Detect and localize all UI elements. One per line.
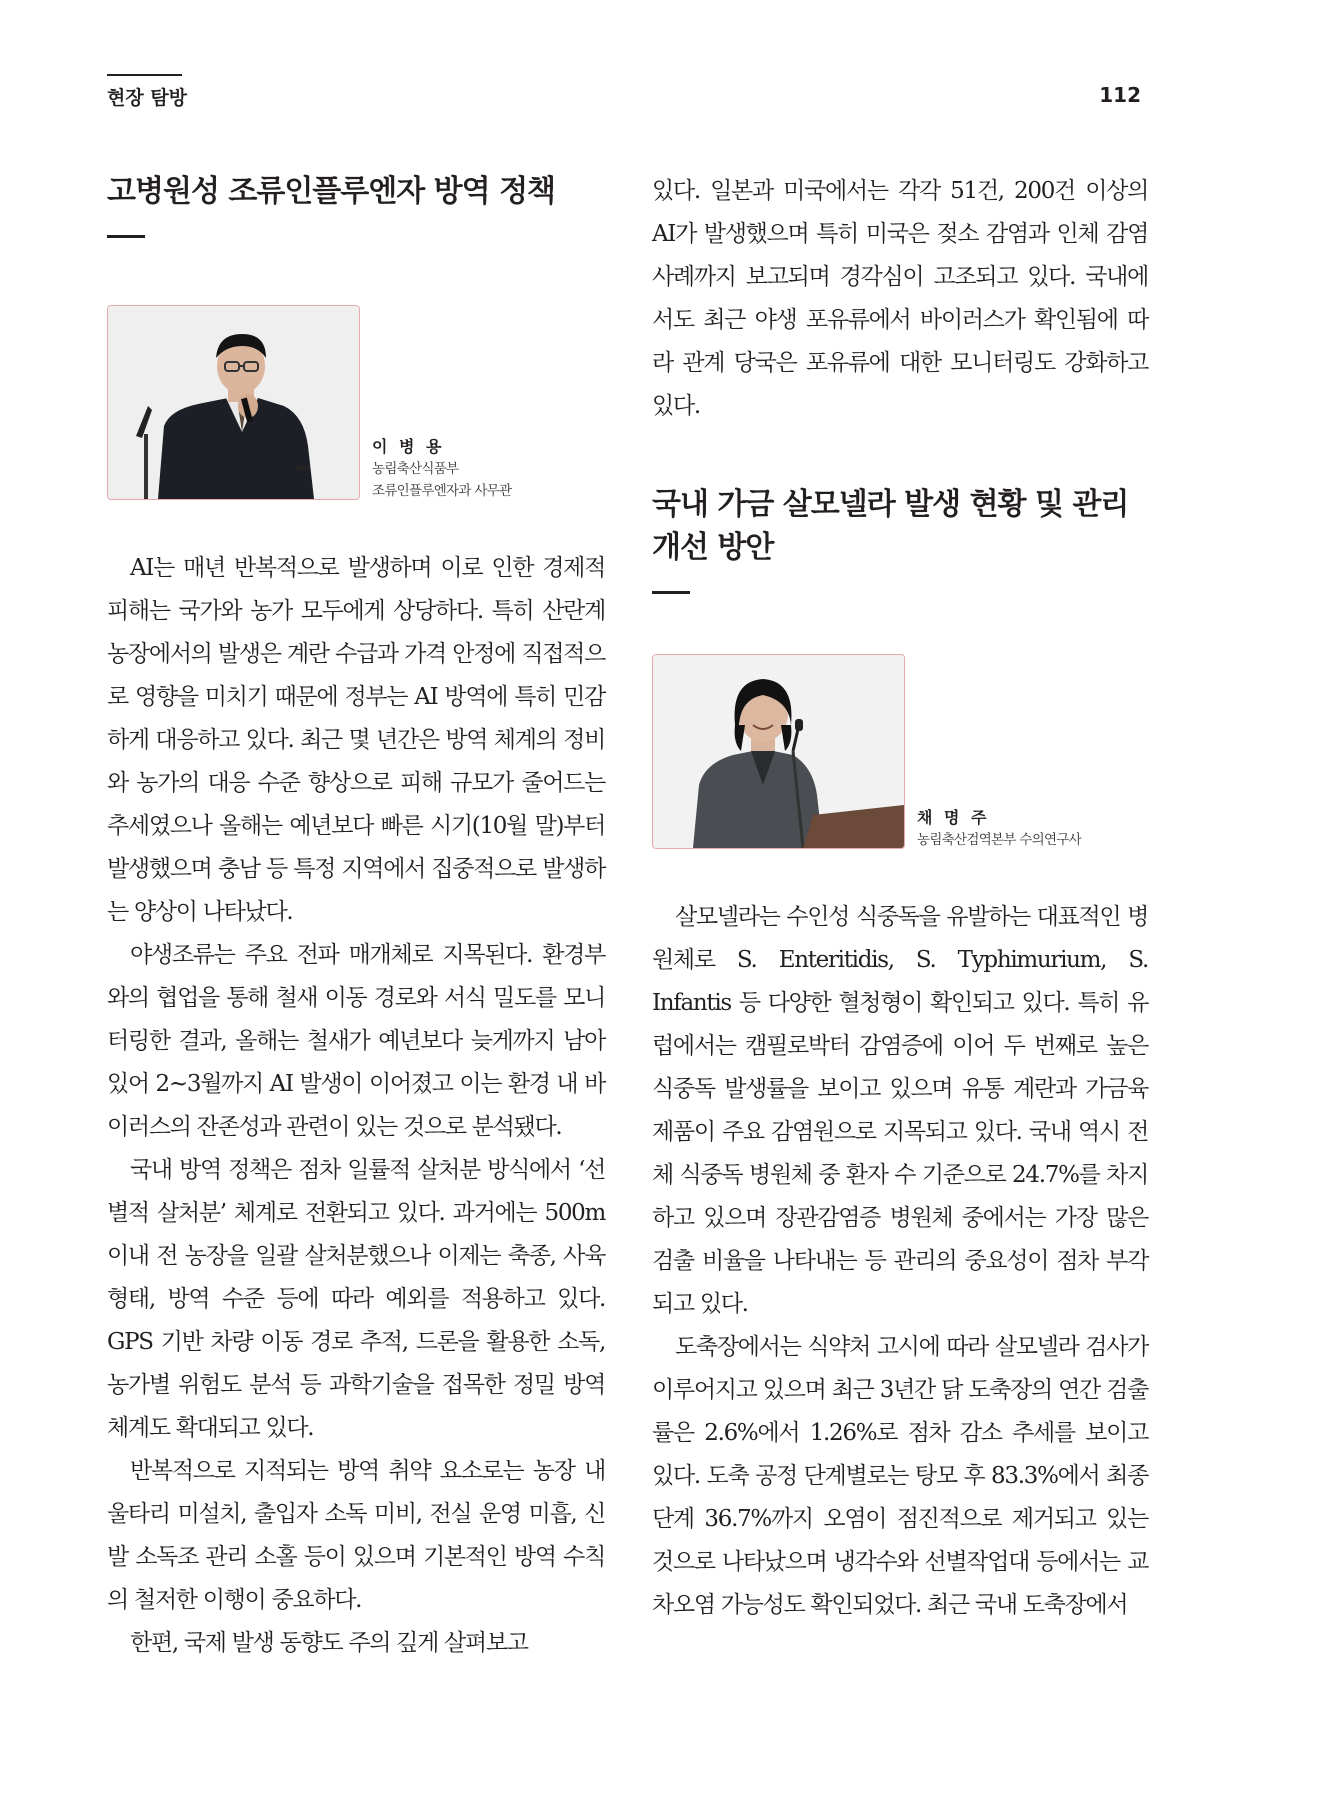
article1-speaker: [107, 305, 605, 502]
article2-title-rule: [652, 591, 690, 594]
speaker-affiliation: 농림축산식품부: [372, 461, 459, 477]
body-paragraph: 국내 방역 정책은 점차 일률적 살처분 방식에서 ‘선별적 살처분’ 체계로 전환되고 있다. 과거에는 500m 이내 전 농장을 일괄 살처분했으나 이제는 축종, 사육 형태, 방역 수준 등에 따라 예외를 적용하고 있다. GPS 기반 차량 이동 경로 추적, 드론을 활용한 소독, 농가별 위험도 분석 등 과학기술을 접목한 정밀 방역 체계도 확대되고 있다.: [107, 1157, 605, 1441]
speaker-photo-chae: [652, 654, 905, 849]
body-paragraph: AI는 매년 반복적으로 발생하며 이로 인한 경제적 피해는 국가와 농가 모두에게 상당하다. 특히 산란계 농장에서의 발생은 계란 수급과 가격 안정에 직접적으로 영향을 미치기 때문에 정부는 AI 방역에 특히 민감하게 대응하고 있다. 최근 몇 년간은 방역 체계의 정비와 농가의 대응 수준 향상으로 피해 규모가 줄어드는 추세였으나 올해는 예년보다 빠른 시기(10월 말)부터 발생했으며 충남 등 특정 지역에서 집중적으로 발생하는 양상이 나타났다.: [107, 555, 605, 925]
article2-body: [652, 896, 1148, 1627]
speaker-name: 채 명 주: [917, 808, 990, 827]
article1-continuation: [652, 170, 1148, 428]
article1-title: 고병원성 조류인플루엔자 방역 정책: [107, 174, 556, 209]
speaker-name: 이 병 용: [372, 437, 445, 456]
section-label: 현장 탐방: [107, 87, 188, 109]
article2-title-line: 개선 방안: [652, 530, 774, 565]
body-paragraph: 야생조류는 주요 전파 매개체로 지목된다. 환경부와의 협업을 통해 철새 이동 경로와 서식 밀도를 모니터링한 결과, 올해는 철새가 예년보다 늦게까지 남아 있어 2~3월까지 AI 발생이 이어졌고 이는 환경 내 바이러스의 잔존성과 관련이 있는 것으로 분석됐다.: [107, 942, 605, 1140]
article1-body: [107, 547, 605, 1665]
speaker-info-chae: [917, 807, 1081, 851]
article2-title: [652, 483, 1148, 569]
article2-speaker: [652, 654, 1148, 851]
body-paragraph: 반복적으로 지적되는 방역 취약 요소로는 농장 내 울타리 미설치, 출입자 소독 미비, 전실 운영 미흡, 신발 소독조 관리 소홀 등이 있으며 기본적인 방역 수칙의 철저한 이행이 중요하다.: [107, 1458, 605, 1613]
speaker-photo-lee: [107, 305, 360, 500]
article2-title-line: 국내 가금 살모넬라 발생 현황 및 관리: [652, 487, 1129, 522]
speaker-info-lee: [372, 436, 511, 502]
left-column: [107, 170, 605, 1665]
body-paragraph: 도축장에서는 식약처 고시에 따라 살모넬라 검사가 이루어지고 있으며 최근 3년간 닭 도축장의 연간 검출률은 2.6%에서 1.26%로 점차 감소 추세를 보이고 있다. 도축 공정 단계별로는 탕모 후 83.3%에서 최종 단계 36.7%까지 오염이 점진적으로 제거되고 있는 것으로 나타났으며 냉각수와 선별작업대 등에서는 교차오염 가능성도 확인되었다. 최근 국내 도축장에서: [652, 1334, 1148, 1618]
page-number: 112: [1099, 83, 1141, 107]
body-paragraph: 살모넬라는 수인성 식중독을 유발하는 대표적인 병원체로 S. Enteritidis, S. Typhimurium, S. Infantis 등 다양한 혈청형이 확인되고 있다. 특히 유럽에서는 캠필로박터 감염증에 이어 두 번째로 높은 식중독 발생률을 보이고 있으며 유통 계란과 가금육 제품이 주요 감염원으로 지목되고 있다. 국내 역시 전체 식중독 병원체 중 환자 수 기준으로 24.7%를 차지하고 있으며 장관감염증 병원체 중에서는 가장 많은 검출 비율을 나타내는 등 관리의 중요성이 점차 부각되고 있다.: [652, 904, 1148, 1317]
speaker-affiliation: 조류인플루엔자과 사무관: [372, 483, 512, 499]
right-column: [652, 170, 1148, 1627]
body-paragraph: 있다. 일본과 미국에서는 각각 51건, 200건 이상의 AI가 발생했으며 특히 미국은 젖소 감염과 인체 감염 사례까지 보고되며 경각심이 고조되고 있다. 국내에서도 최근 야생 포유류에서 바이러스가 확인됨에 따라 관계 당국은 포유류에 대한 모니터링도 강화하고 있다.: [652, 178, 1148, 419]
header-rule: [107, 74, 182, 76]
article1-title-rule: [107, 235, 145, 238]
body-paragraph: 한편, 국제 발생 동향도 주의 깊게 살펴보고: [130, 1630, 528, 1656]
speaker-affiliation: 농림축산검역본부 수의연구사: [917, 832, 1082, 848]
